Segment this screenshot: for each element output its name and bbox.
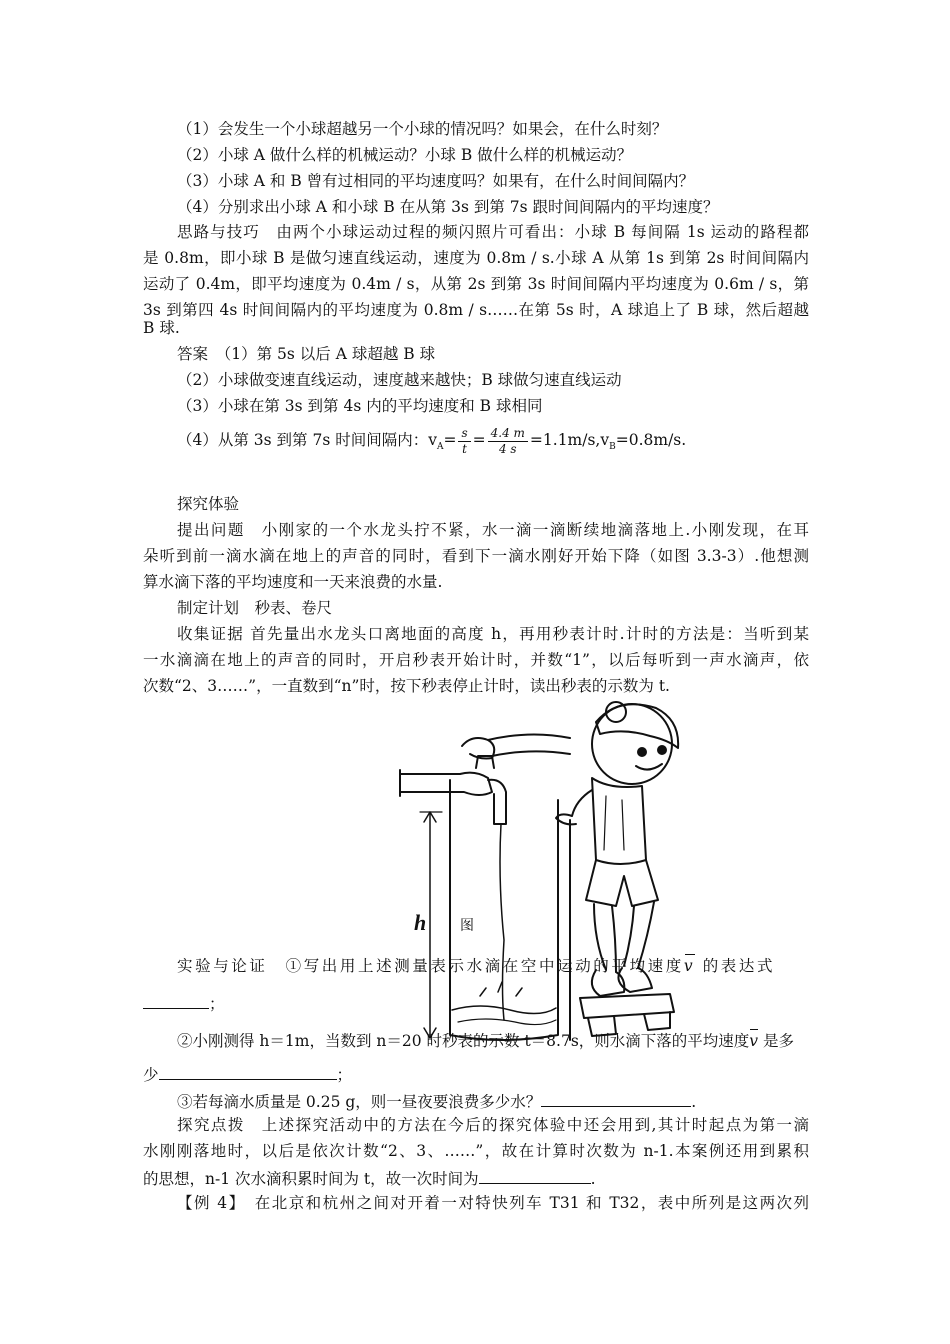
- example-4: 【例 4】 在北京和杭州之间对开着一对特快列车 T31 和 T32，表中所列是这两次列: [177, 1194, 809, 1212]
- pipe: [400, 773, 492, 795]
- evidence-line-1: 收集证据 首先量出水龙头口离地面的高度 h，再用秒表计时.计时的方法是：当听到某: [177, 625, 809, 643]
- answer-3: （3）小球在第 3s 到第 4s 内的平均速度和 B 球相同: [177, 397, 543, 415]
- verify-line-4-start: 少: [143, 1066, 159, 1084]
- tips-line-3-text: 的思想，n-1 次水滴积累时间为 t，故一次时间为: [143, 1170, 479, 1188]
- boy-head: [592, 704, 672, 784]
- answer-4-prefix: （4）从第 3s 到第 7s 时间间隔内：: [177, 431, 429, 449]
- stool-top: [580, 994, 674, 1018]
- boy-shorts: [586, 860, 658, 906]
- verify-line-1-end: 的表达式: [702, 957, 776, 975]
- question-2: （2）小球 A 做什么样的机械运动？小球 B 做什么样的机械运动？: [177, 146, 633, 164]
- arm-upper-edge: [488, 734, 570, 740]
- thinking-line-4: 3s 到第四 4s 时间间隔内的平均速度为 0.8m / s……在第 5s 时，A 球追上了 B 球，然后超越: [143, 301, 809, 319]
- subscript-a: A: [436, 442, 444, 453]
- faucet-boy-figure: [380, 700, 720, 1045]
- height-label: h: [414, 910, 427, 935]
- boy-mouth: [636, 764, 662, 770]
- verify-line-2-end: ；: [209, 995, 225, 1013]
- fraction-denominator: t: [462, 441, 467, 456]
- shirt-stripes: [604, 796, 624, 850]
- equals-sign: =: [472, 431, 486, 449]
- verify-line-3-text: ②小刚测得 h＝1m，当数到 n＝20 时秒表的示数 t＝8.7s，则水滴下落的平均速度: [177, 1032, 750, 1050]
- velocity-symbol: v: [428, 431, 437, 449]
- plan-line: 制定计划 秒表、卷尺: [177, 599, 333, 617]
- verify-line-3: [177, 1031, 794, 1051]
- answer-blank-4[interactable]: [479, 1167, 591, 1184]
- answer-4-result: =1.1m/s,v: [529, 431, 610, 449]
- verify-line-4: [143, 1063, 352, 1085]
- tips-line-1: 探究点拨 上述探究活动中的方法在今后的探究体验中还会用到,其计时起点为第一滴: [177, 1116, 809, 1134]
- average-velocity-symbol: v: [749, 1032, 759, 1050]
- boy-eye: [658, 746, 666, 754]
- verify-line-2: [143, 992, 225, 1014]
- thinking-line-5: B 球.: [143, 319, 180, 337]
- answer-blank-1[interactable]: [143, 992, 209, 1009]
- answer-blank-2[interactable]: [159, 1063, 337, 1080]
- fraction-denominator: 4 s: [498, 441, 517, 456]
- verify-line-1: [177, 956, 775, 976]
- section-heading: 探究体验: [177, 495, 240, 513]
- verify-line-5-text: ③若每滴水质量是 0.25 g，则一昼夜要浪费多少水？: [177, 1093, 542, 1111]
- boy-arm-left: [556, 790, 592, 824]
- fraction-value: [488, 426, 528, 457]
- answer-blank-3[interactable]: [541, 1090, 691, 1107]
- water-stream: [500, 824, 504, 1020]
- tips-line-3-end: .: [590, 1170, 596, 1188]
- verify-line-1-text: 实验与论证 ①写出用上述测量表示水滴在空中运动的平均速度: [177, 957, 684, 975]
- boy-shirt: [592, 778, 646, 864]
- boy-cap: [596, 704, 678, 748]
- evidence-line-2: 一水滴滴在地上的声音的同时，开启秒表开始计时，并数“1”，以后每听到一声水滴声，依: [143, 651, 809, 669]
- fraction-numerator: s: [458, 426, 470, 442]
- boy-eye: [638, 748, 646, 756]
- fraction-numerator: 4.4 m: [488, 426, 528, 442]
- figure-caption: 图: [460, 918, 474, 934]
- answer-1: 答案 （1）第 5s 以后 A 球超越 B 球: [177, 345, 436, 363]
- question-4: （4）分别求出小球 A 和小球 B 在从第 3s 到第 7s 跟时间间隔内的平均速度？: [177, 198, 719, 216]
- question-1: （1）会发生一个小球超越另一个小球的情况吗？如果会，在什么时刻？: [177, 120, 668, 138]
- problem-line-2: 朵听到前一滴水滴在地上的声音的同时，看到下一滴水刚好开始下降（如图 3.3-3）.他想测: [143, 547, 809, 565]
- subscript-b: B: [609, 442, 616, 453]
- arm-lower-edge: [492, 751, 570, 756]
- tips-line-2: 水刚刚落地时，以后是依次计数“2、3、……”，故在计算时次数为 n-1.本案例还用到累积: [143, 1142, 809, 1160]
- answer-4: [177, 423, 686, 464]
- problem-line-3: 算水滴下落的平均速度和一天来浪费的水量.: [143, 573, 443, 591]
- bucket-water-ripple: [458, 1019, 556, 1025]
- thinking-line-2: 是 0.8m，即小球 B 是做匀速直线运动，速度为 0.8m / s.小球 A 从第 1s 到第 2s 时间间隔内: [143, 249, 809, 267]
- question-3: （3）小球 A 和 B 曾有过相同的平均速度吗？如果有，在什么时间间隔内？: [177, 172, 695, 190]
- answer-2: （2）小球做变速直线运动，速度越来越快；B 球做匀速直线运动: [177, 371, 622, 389]
- verify-line-5-end: .: [691, 1093, 697, 1111]
- verify-line-5: [177, 1090, 696, 1112]
- answer-4-result-b: =0.8m/s.: [615, 431, 687, 449]
- problem-line-1: 提出问题 小刚家的一个水龙头拧不紧，水一滴一滴断续地滴落地上.小刚发现，在耳: [177, 521, 809, 539]
- splash: [480, 982, 522, 996]
- equals-sign: =: [443, 431, 457, 449]
- evidence-line-3: 次数“2、3……”，一直数到“n”时，按下秒表停止计时，读出秒表的示数为 t.: [143, 677, 670, 695]
- average-velocity-symbol: v: [683, 957, 696, 975]
- verify-line-4-end: ；: [336, 1066, 353, 1084]
- thinking-line-1: 思路与技巧 由两个小球运动过程的频闪照片可看出：小球 B 每间隔 1s 运动的路程都: [177, 223, 809, 241]
- fraction-s-over-t: [458, 426, 470, 457]
- thinking-line-3: 运动了 0.4m，即平均速度为 0.4m / s，从第 2s 到第 3s 时间间隔内平均速度为 0.6m / s，第: [143, 275, 809, 293]
- verify-line-3-end: 是多: [763, 1032, 795, 1050]
- bucket: [450, 780, 558, 1040]
- tips-line-3: [143, 1167, 596, 1189]
